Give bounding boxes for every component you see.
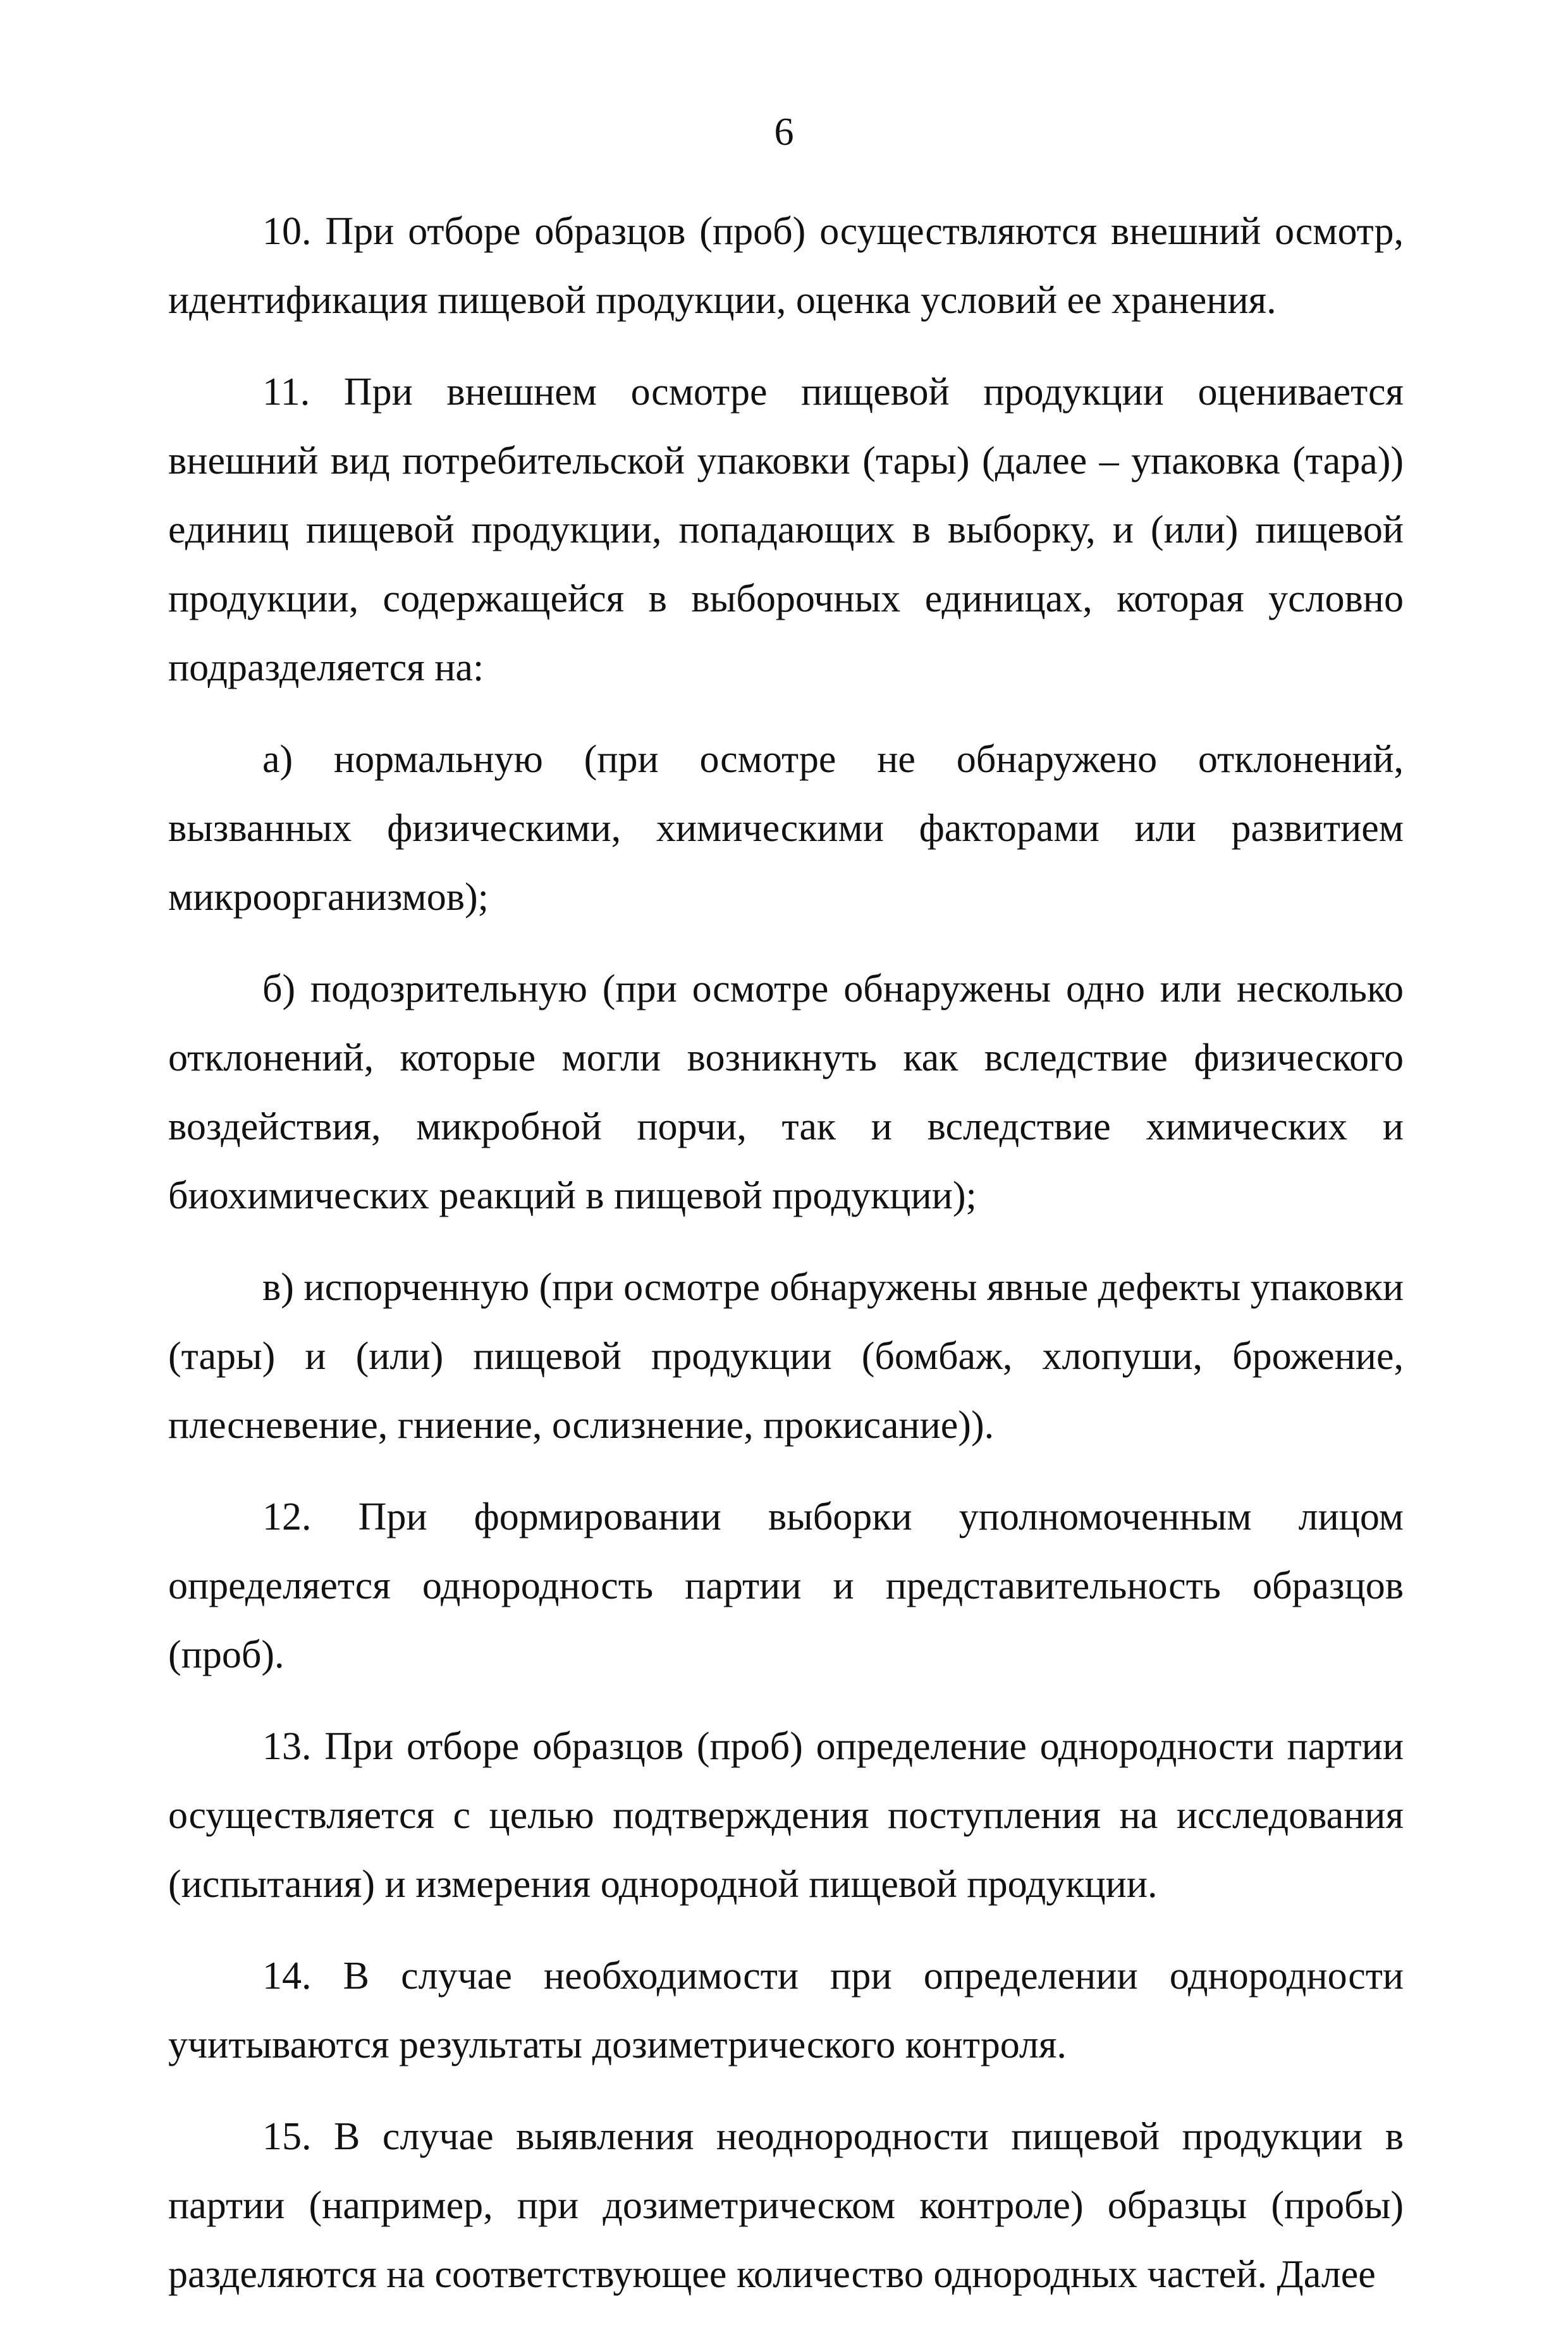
list-item-v: в) испорченную (при осмотре обнаружены явные дефекты упаковки (тары) и (или) пищевой продукции (бомбаж, хлопуши, брожение, плесневение, гниение, ослизнение, прокисание)).	[168, 1266, 1404, 1447]
paragraph-11: 11. При внешнем осмотре пищевой продукции оценивается внешний вид потребительской упаковки (тары) (далее – упаковка (тара)) единиц пищевой продукции, попадающих в выборку, и (или) пищевой продукции, содержащейся в выборочных единицах, которая условно подразделяется на:	[168, 371, 1404, 689]
paragraph-10: 10. При отборе образцов (проб) осуществляются внешний осмотр, идентификация пищевой продукции, оценка условий ее хранения.	[168, 210, 1404, 322]
page-number: 6	[774, 111, 794, 154]
list-item-a: а) нормальную (при осмотре не обнаружено отклонений, вызванных физическими, химическими факторами или развитием микроорганизмов);	[168, 738, 1404, 919]
paragraph-12: 12. При формировании выборки уполномоченным лицом определяется однородность партии и представительность образцов (проб).	[168, 1495, 1404, 1676]
list-item-b: б) подозрительную (при осмотре обнаружены одно или несколько отклонений, которые могли возникнуть как вследствие физического воздействия, микробной порчи, так и вследствие химических и биохимических реакций в пищевой продукции);	[168, 967, 1404, 1217]
paragraph-15: 15. В случае выявления неоднородности пищевой продукции в партии (например, при дозиметрическом контроле) образцы (пробы) разделяются на соответствующее количество однородных частей. Далее	[168, 2115, 1404, 2296]
paragraph-14: 14. В случае необходимости при определении однородности учитываются результаты дозиметрического контроля.	[168, 1955, 1404, 2066]
paragraph-13: 13. При отборе образцов (проб) определение однородности партии осуществляется с целью подтверждения поступления на исследования (испытания) и измерения однородной пищевой продукции.	[168, 1725, 1404, 1906]
body-text	[168, 197, 1404, 2332]
